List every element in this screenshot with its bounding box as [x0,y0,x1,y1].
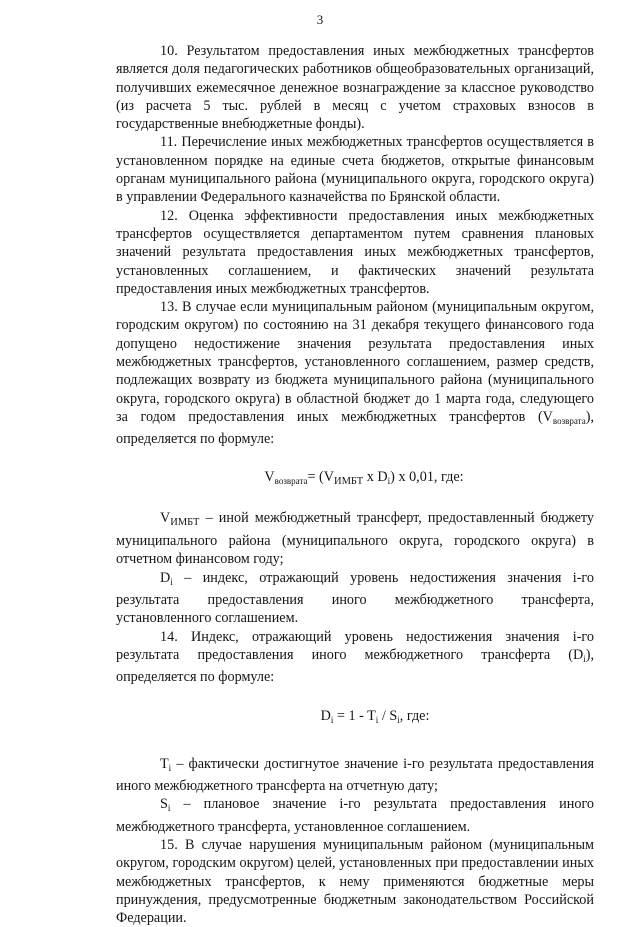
paragraph-14 [116,628,594,687]
definition-s-sub: i [167,803,171,814]
formula-refund-imbt-sub: ИМБТ [333,475,364,487]
paragraph-14-subscript: i [583,653,586,664]
paragraph-15: 15. В случае нарушения муниципальным районом (муниципальным округом, городским округом) целей, установленных при предоставлении иных межбюджетных трансфертов, к нему применяются бюджетные меры принуждения, предусмотренные бюджетным законодательством Российской Федерации. [116,836,594,927]
formula-index-mid: = 1 - T [333,707,376,724]
definition-s-symbol: S [160,796,168,813]
formula-index-s-sub: i [397,714,400,725]
paragraph-11: 11. Перечисление иных межбюджетных трансфертов осуществляется в установленном порядке на единые счета бюджетов, открытые финансовым органам муниципального района (муниципального округа, городского округа) в управлении Федерального казначейства по Брянской области. [116,134,594,206]
formula-refund-eq: = (V [307,468,334,485]
formula-refund-xd: x D [363,468,388,485]
formula-index-d-sub: i [330,714,334,725]
formula-index-slash: / S [378,707,398,724]
formula-index-tail: , где: [399,707,430,724]
definition-v-text: – иной межбюджетный трансферт, предоставленный бюджету муниципального района (муниципального округа, городского округа) в отчетном финансовом году; [116,509,594,568]
definition-s-text: – плановое значение i-го результата предоставления иного межбюджетного трансферта, установленное соглашением. [116,796,594,835]
formula-refund-tail: ) x 0,01, где: [390,468,464,485]
definition-d-text: – индекс, отражающий уровень недостижения значения i-го результата предоставления иного межбюджетного трансферта, установленного соглашением. [116,569,594,627]
paragraph-14-end: ), определяется по формуле: [116,646,594,686]
paragraph-14-text: 14. Индекс, отражающий уровень недостижения значения i-го результата предоставления иного межбюджетного трансферта (D [116,628,594,663]
definition-d-symbol: D [160,569,171,586]
paragraph-12: 12. Оценка эффективности предоставления иных межбюджетных трансфертов осуществляется департаментом путем сравнения плановых значений результата предоставления иных межбюджетных трансфертов, установленных соглашением, и фактических значений результата предоставления иных межбюджетных трансфертов. [116,207,594,297]
definition-d-sub: i [170,576,173,587]
formula-index [116,707,594,729]
definition-t-text: – фактически достигнутое значение i-го результата предоставления иного межбюджетного трансферта на отчетную дату; [116,755,594,795]
definition-t-sub: i [168,762,172,773]
formula-refund-d-sub: i [387,475,391,486]
formula-index-d: D [320,707,331,724]
definition-v-imbt [116,509,594,569]
formula-refund-v: V [264,468,275,485]
page-number: 3 [316,12,324,27]
definition-d [116,569,594,628]
paragraph-10: 10. Результатом предоставления иных межбюджетных трансфертов является доля педагогических работников общеобразовательных организаций, получивших ежемесячное денежное вознаграждение за классное руководство (из расчета 5 тыс. рублей в месяц с учетом страховых взносов в государственные внебюджетные фонды). [116,43,594,133]
document-body [116,42,594,927]
definition-v-symbol: V [160,509,171,526]
definition-t [116,755,594,796]
paragraph-13-end: ), определяется по формуле: [116,408,594,448]
formula-index-t-sub: i [375,714,379,725]
formula-refund-v-sub: возврата [274,475,308,486]
definition-t-symbol: T [160,755,169,772]
definition-s [116,795,594,836]
paragraph-13-text: 13. В случае если муниципальным районом (муниципальным округом, городским округом) по состоянию на 31 декабря текущего финансового года допущено недостижение значения результата предоставления иных межбюджетных трансфертов, установленного соглашением, размер средств, подлежащих возврату из бюджета муниципального района (муниципального округа, городского округа) в областной бюджет до 1 марта года, следующего за годом предоставления иных межбюджетных трансфертов (V [116,299,594,425]
formula-refund [116,468,594,491]
paragraph-13-subscript: возврата [552,415,586,426]
definition-v-sub: ИМБТ [170,516,200,528]
paragraph-13 [116,298,594,448]
